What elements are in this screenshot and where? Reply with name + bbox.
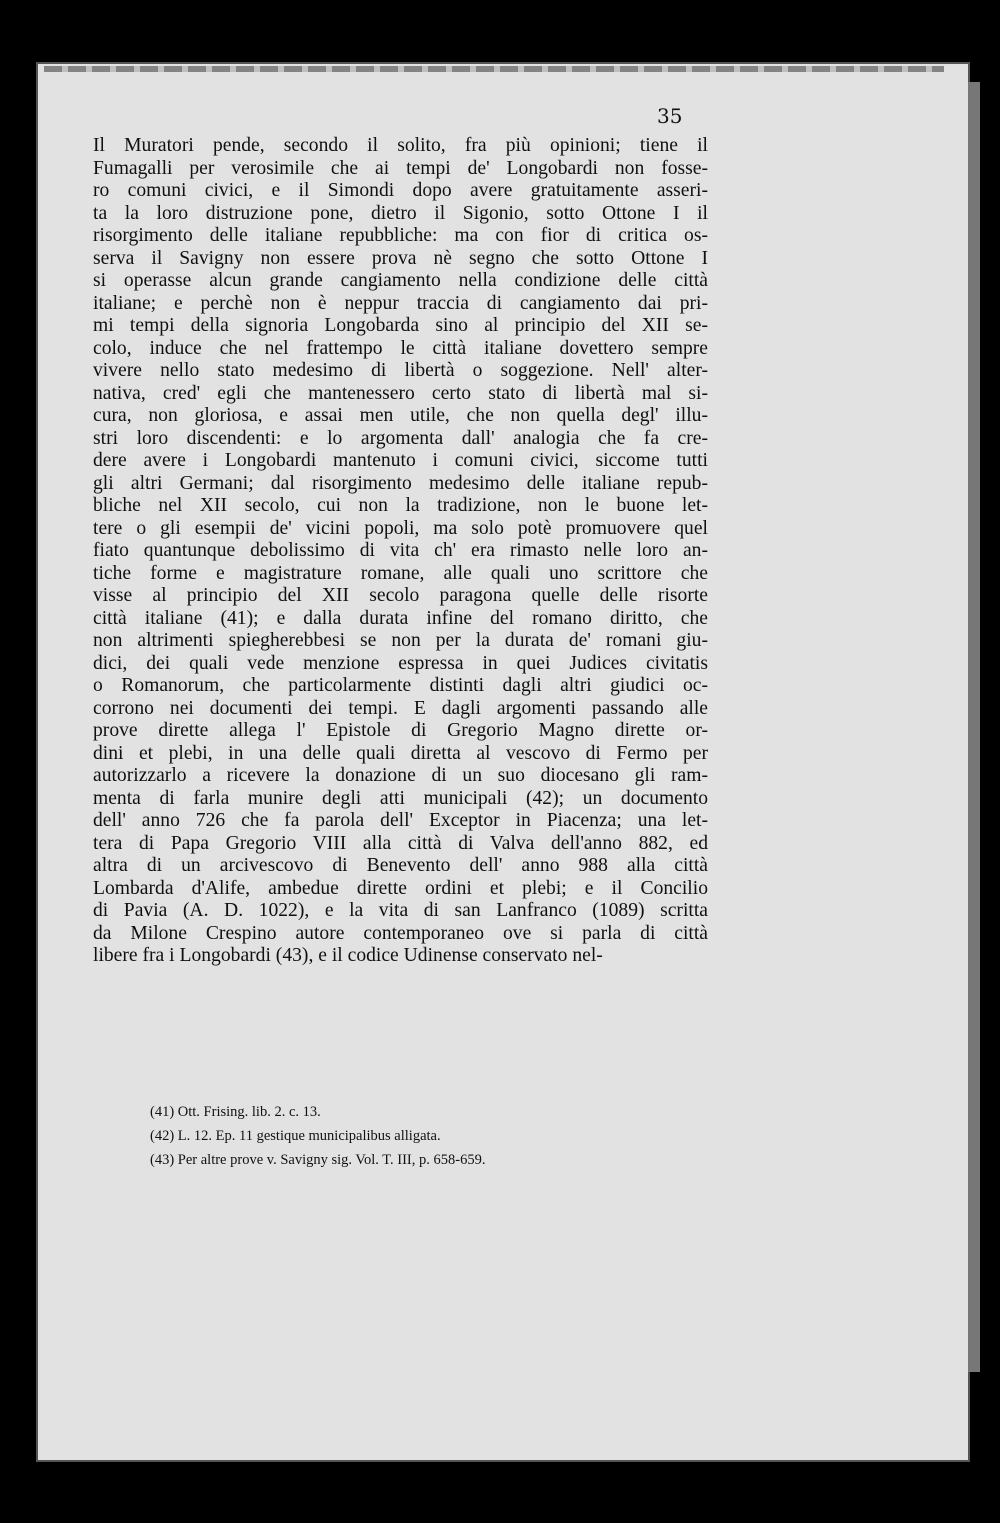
text-line: fiato quantunque debolissimo di vita ch' era rimasto nelle loro an- <box>93 540 708 561</box>
body-text <box>93 135 708 968</box>
text-line: tere o gli esempii de' vicini popoli, ma solo potè promuovere quel <box>93 517 708 539</box>
text-line: bliche nel XII secolo, cui non la tradizione, non le buone let- <box>93 495 708 516</box>
text-line: risorgimento delle italiane repubbliche: ma con fior di critica os- <box>93 225 708 246</box>
text-line: ta la loro distruzione pone, dietro il Sigonio, sotto Ottone I il <box>93 202 708 224</box>
text-line: di Pavia (A. D. 1022), e la vita di san Lanfranco (1089) scritta <box>93 900 708 921</box>
text-line: nativa, cred' egli che mantenessero certo stato di libertà mal si- <box>93 382 708 404</box>
text-line: visse al principio del XII secolo paragona quelle delle risorte <box>93 585 708 606</box>
text-line: stri loro discendenti: e lo argomenta dall' analogia che fa cre- <box>93 427 708 449</box>
footnotes <box>150 1100 670 1172</box>
text-line: dell' anno 726 che fa parola dell' Exceptor in Piacenza; una let- <box>93 810 708 831</box>
page-number: 35 <box>657 104 683 128</box>
text-line: prove dirette allega l' Epistole di Gregorio Magno dirette or- <box>93 720 708 741</box>
text-line: gli altri Germani; dal risorgimento medesimo delle italiane repub- <box>93 472 708 494</box>
text-line: autorizzarlo a ricevere la donazione di un suo diocesano gli ram- <box>93 765 708 786</box>
text-line: vivere nello stato medesimo di libertà o soggezione. Nell' alter- <box>93 360 708 381</box>
footnote: (41) Ott. Frising. lib. 2. c. 13. <box>150 1104 321 1120</box>
footnote: (43) Per altre prove v. Savigny sig. Vol. T. III, p. 658-659. <box>150 1152 486 1168</box>
text-line: corrono nei documenti dei tempi. E dagli argomenti passando alle <box>93 697 708 719</box>
text-line: dere avere i Longobardi mantenuto i comuni civici, siccome tutti <box>93 450 708 471</box>
text-line: libere fra i Longobardi (43), e il codice Udinense conservato nel- <box>93 945 603 966</box>
text-line: o Romanorum, che particolarmente distinti dagli altri giudici oc- <box>93 675 708 696</box>
text-line: altra di un arcivescovo di Benevento dell' anno 988 alla città <box>93 855 708 876</box>
text-line: dici, dei quali vede menzione espressa in quei Judices civitatis <box>93 652 708 674</box>
text-line: italiane; e perchè non è neppur traccia di cangiamento dai pri- <box>93 292 708 314</box>
text-line: città italiane (41); e dalla durata infine del romano diritto, che <box>93 607 708 629</box>
text-line: cura, non gloriosa, e assai men utile, che non quella degl' illu- <box>93 405 708 426</box>
text-line: Il Muratori pende, secondo il solito, fra più opinioni; tiene il <box>93 135 708 156</box>
text-line: non altrimenti spiegherebbesi se non per la durata de' romani giu- <box>93 630 708 651</box>
text-line: menta di farla munire degli atti municipali (42); un documento <box>93 787 708 809</box>
footnote: (42) L. 12. Ep. 11 gestique municipalibus alligata. <box>150 1128 441 1144</box>
text-line: tiche forme e magistrature romane, alle quali uno scrittore che <box>93 562 708 584</box>
text-line: serva il Savigny non essere prova nè segno che sotto Ottone I <box>93 247 708 269</box>
text-line: colo, induce che nel frattempo le città italiane dovettero sempre <box>93 337 708 359</box>
page-top-edge <box>44 66 944 72</box>
text-line: Fumagalli per verosimile che ai tempi de' Longobardi non fosse- <box>93 157 708 179</box>
text-line: Lombarda d'Alife, ambedue dirette ordini et plebi; e il Concilio <box>93 877 708 899</box>
text-line: da Milone Crespino autore contemporaneo ove si parla di città <box>93 922 708 944</box>
text-line: si operasse alcun grande cangiamento nella condizione delle città <box>93 270 708 291</box>
text-line: tera di Papa Gregorio VIII alla città di Valva dell'anno 882, ed <box>93 832 708 854</box>
text-line: ro comuni civici, e il Simondi dopo avere gratuitamente asseri- <box>93 180 708 201</box>
text-line: mi tempi della signoria Longobarda sino al principio del XII se- <box>93 315 708 336</box>
text-line: dini et plebi, in una delle quali diretta al vescovo di Fermo per <box>93 742 708 764</box>
